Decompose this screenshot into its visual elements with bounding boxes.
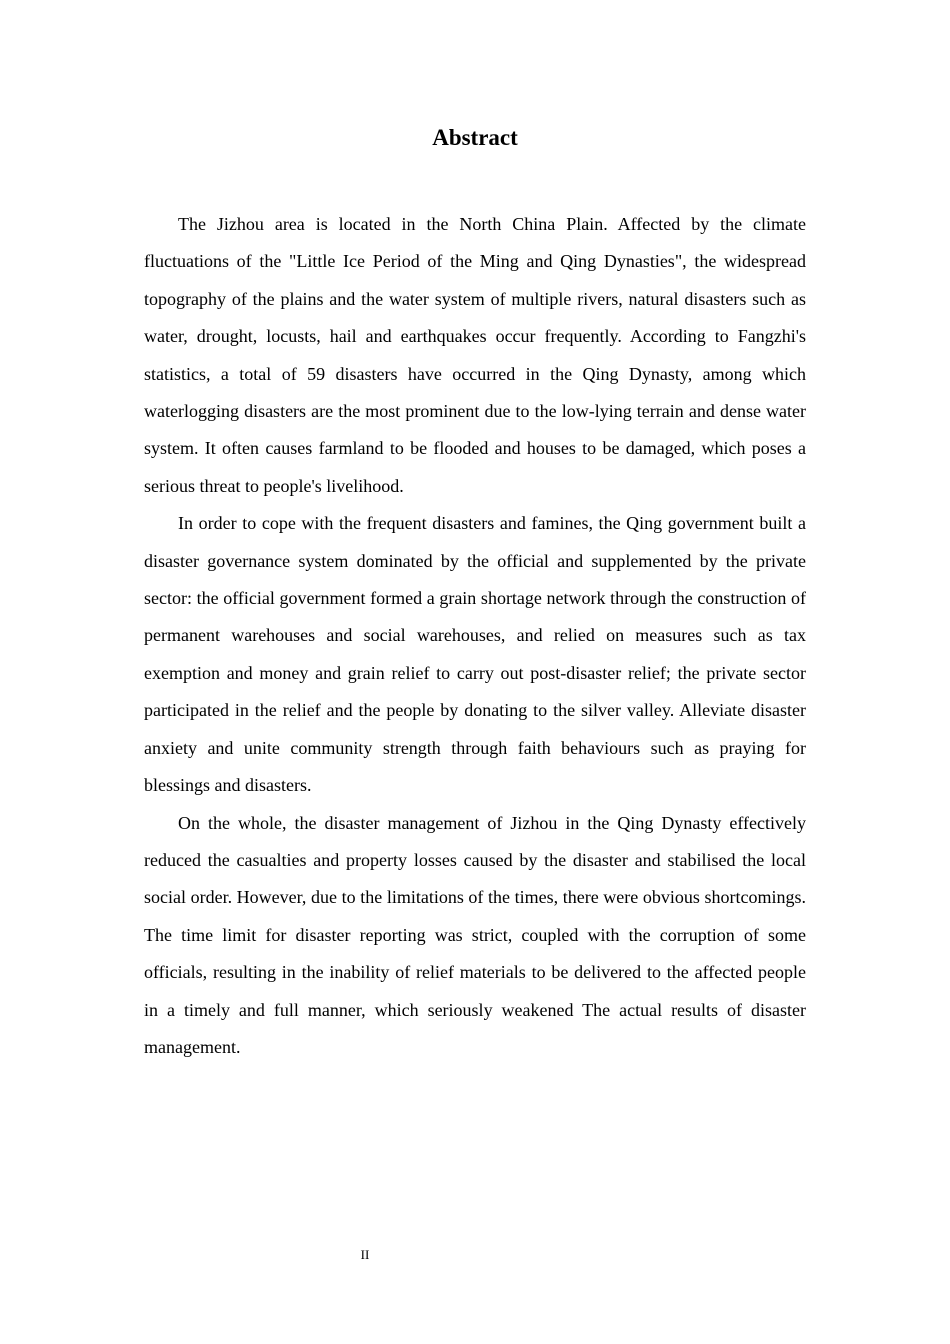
abstract-paragraph-2: In order to cope with the frequent disasters and famines, the Qing government built a disaster governance system dominated by the official and supplemented by the private sector: the official government formed a grain shortage network through the construction of permanent warehouses and social warehouses, and relied on measures such as tax exemption and money and grain relief to carry out post-disaster relief; the private sector participated in the relief and the people by donating to the silver valley. Alleviate disaster anxiety and unite community strength through faith behaviours such as praying for blessings and disasters.	[144, 513, 806, 796]
abstract-body	[144, 206, 806, 1066]
abstract-paragraph-3: On the whole, the disaster management of Jizhou in the Qing Dynasty effectively reduced the casualties and property losses caused by the disaster and stabilised the local social order. However, due to the limitations of the times, there were obvious shortcomings. The time limit for disaster reporting was strict, coupled with the corruption of some officials, resulting in the inability of relief materials to be delivered to the affected people in a timely and full manner, which seriously weakened The actual results of disaster management.	[144, 812, 806, 1057]
abstract-paragraph-1: The Jizhou area is located in the North China Plain. Affected by the climate fluctuations of the "Little Ice Period of the Ming and Qing Dynasties", the widespread topography of the plains and the water system of multiple rivers, natural disasters such as water, drought, locusts, hail and earthquakes occur frequently. According to Fangzhi's statistics, a total of 59 disasters have occurred in the Qing Dynasty, among which waterlogging disasters are the most prominent due to the low-lying terrain and dense water system. It often causes farmland to be flooded and houses to be damaged, which poses a serious threat to people's livelihood.	[144, 214, 806, 496]
page-number: II	[360, 1247, 370, 1262]
abstract-title: Abstract	[432, 125, 518, 150]
